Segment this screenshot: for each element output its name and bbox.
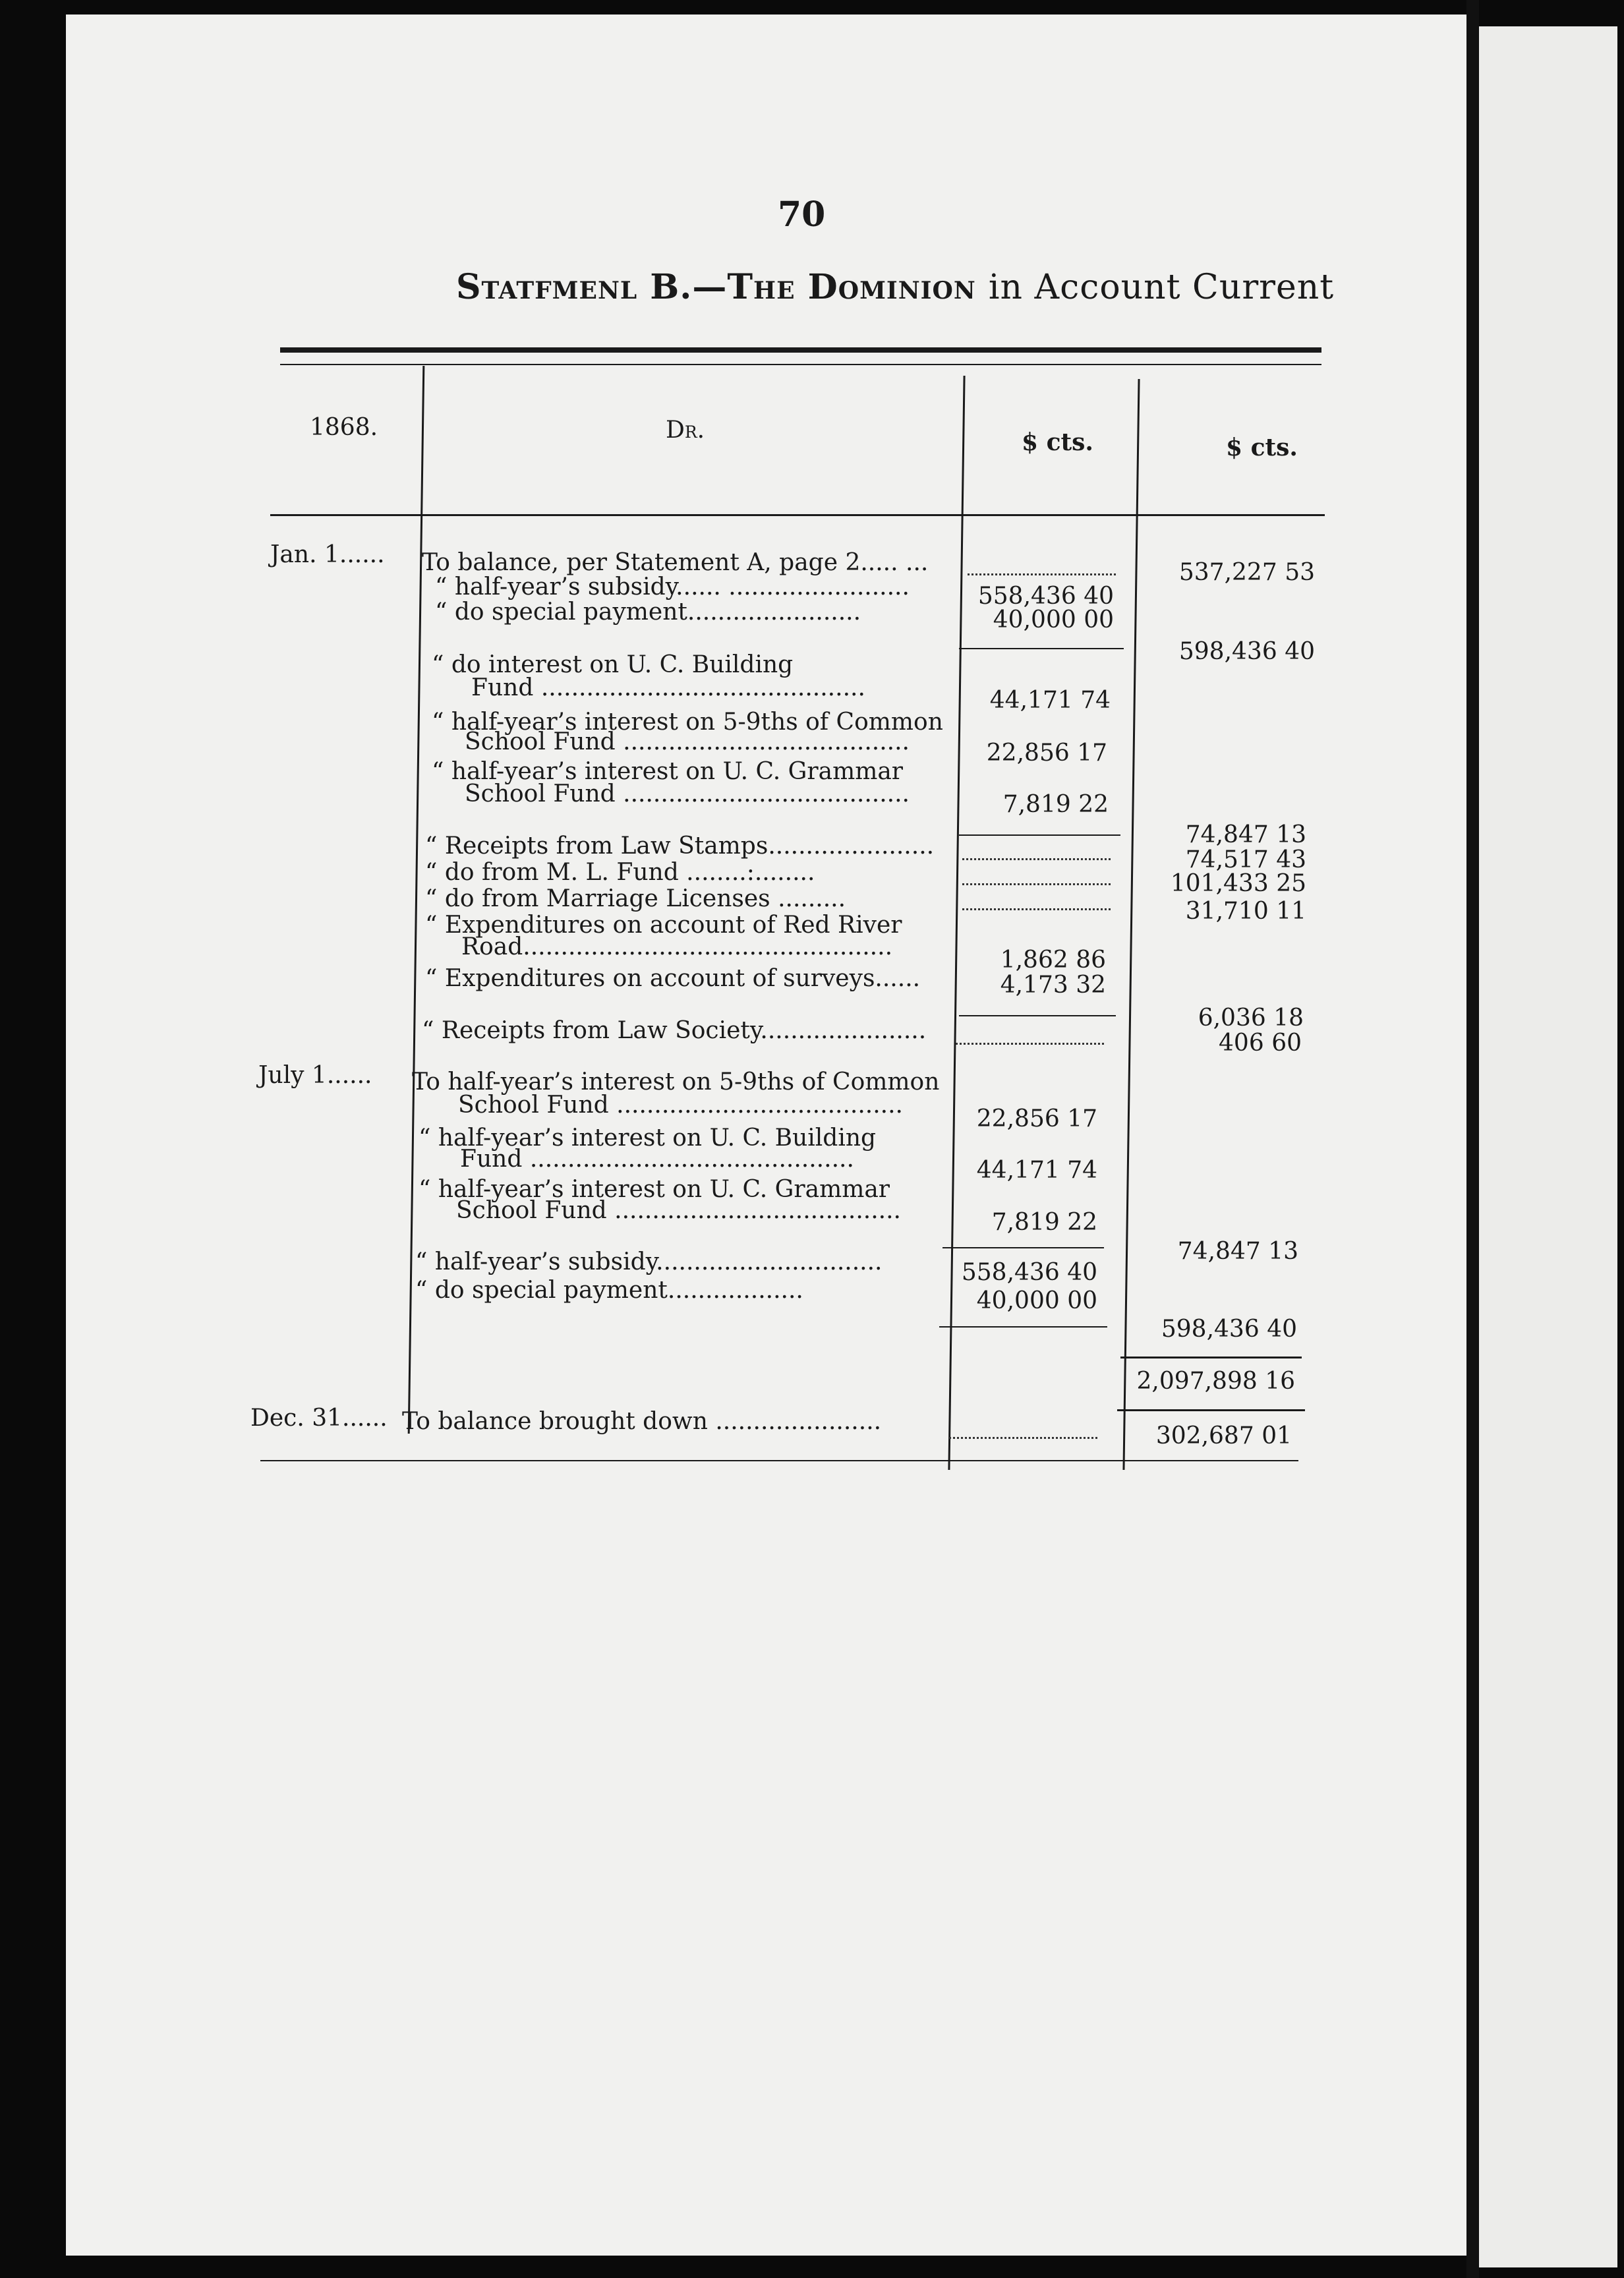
header-dollars-cents-2: $ cts. — [1226, 434, 1298, 461]
row-total-amount: 598,436 40 — [1161, 1316, 1297, 1343]
row-description: “ Receipts from Law Stamps...................... — [425, 832, 935, 860]
title-dash: — — [692, 267, 728, 307]
row-description: To half-year’s interest on 5-9ths of Common — [412, 1068, 940, 1095]
empty-amount-dots — [949, 1437, 1097, 1439]
row-total-amount: 74,847 13 — [1185, 821, 1306, 848]
book-spine-shadow — [1466, 0, 1479, 2278]
row-description: “ half-year’s subsidy.............................. — [415, 1248, 883, 1275]
empty-amount-dots — [962, 908, 1111, 910]
row-description: “ do special payment.................. — [415, 1277, 803, 1304]
row-total-amount: 74,517 43 — [1185, 846, 1306, 873]
row-amount: 40,000 00 — [976, 1287, 1097, 1314]
header-dr: Dr. — [666, 417, 705, 444]
row-description: “ Receipts from Law Society...................... — [422, 1017, 927, 1044]
row-description-cont: School Fund ...................................... — [465, 780, 910, 807]
header-dollars-cents-1: $ cts. — [1022, 428, 1093, 456]
row-amount: 558,436 40 — [977, 583, 1114, 610]
empty-amount-dots — [956, 1043, 1104, 1045]
row-description: To balance brought down ...................... — [402, 1408, 882, 1435]
page-number: 70 — [778, 194, 826, 235]
row-description: “ half-year’s interest on U. C. Building — [419, 1124, 877, 1152]
row-amount: 4,173 32 — [1000, 972, 1106, 999]
subtotal-rule — [942, 1247, 1104, 1248]
row-description: “ half-year’s interest on 5-9ths of Common — [432, 709, 943, 736]
header-top-rule-thin — [280, 364, 1321, 365]
facing-page-edge — [1479, 26, 1617, 2267]
header-year: 1868. — [310, 414, 378, 441]
row-amount: 1,862 86 — [1000, 947, 1106, 974]
row-description: “ do interest on U. C. Building — [432, 651, 794, 678]
grand-total-bottom-rule — [1117, 1409, 1305, 1411]
row-description: “ half-year’s interest on U. C. Grammar — [419, 1176, 890, 1203]
subtotal-rule — [959, 834, 1120, 836]
row-description: “ Expenditures on account of Red River — [425, 912, 902, 939]
header-bottom-rule — [270, 514, 1325, 516]
row-total-amount: 406 60 — [1219, 1030, 1302, 1057]
row-amount: 22,856 17 — [986, 740, 1107, 767]
row-description: To balance, per Statement A, page 2..... ... — [422, 549, 929, 576]
row-total-amount: 537,227 53 — [1178, 559, 1315, 586]
empty-amount-dots — [968, 573, 1116, 575]
row-amount: 558,436 40 — [961, 1259, 1097, 1286]
row-description: “ Expenditures on account of surveys...... — [425, 965, 921, 992]
row-amount: 22,856 17 — [976, 1105, 1097, 1132]
row-total-amount: 598,436 40 — [1178, 638, 1315, 665]
row-date: Dec. 31...... — [250, 1405, 388, 1432]
row-description-cont: School Fund ...................................... — [456, 1197, 901, 1224]
row-total-amount: 74,847 13 — [1177, 1238, 1298, 1265]
subtotal-rule — [959, 1015, 1116, 1016]
row-description-cont: School Fund ...................................... — [458, 1092, 903, 1119]
row-date: Jan. 1...... — [270, 541, 385, 568]
grand-total-amount: 2,097,898 16 — [1136, 1368, 1295, 1395]
header-top-rule — [280, 347, 1321, 353]
title-part1: Statfmenl B. — [456, 267, 693, 307]
row-total-amount: 6,036 18 — [1198, 1005, 1304, 1032]
row-amount: 7,819 22 — [991, 1209, 1097, 1236]
statement-title — [456, 267, 1334, 307]
row-description: “ half-year’s subsidy...... ........................ — [435, 573, 910, 600]
row-description: “ do from M. L. Fund ........:........ — [425, 859, 815, 886]
row-amount: 44,171 74 — [976, 1157, 1097, 1184]
row-description: “ do from Marriage Licenses ......... — [425, 885, 846, 912]
table-bottom-rule — [260, 1460, 1298, 1461]
row-total-amount: 101,433 25 — [1170, 870, 1306, 897]
row-amount: 44,171 74 — [989, 687, 1111, 714]
row-description: “ half-year’s interest on U. C. Grammar — [432, 758, 904, 785]
subtotal-rule — [939, 1326, 1107, 1328]
row-description-cont: School Fund ...................................... — [465, 728, 910, 755]
row-description-cont: Fund ........................................... — [460, 1146, 854, 1173]
row-total-amount: 31,710 11 — [1185, 898, 1306, 925]
title-part2: The Dominion — [727, 267, 976, 307]
empty-amount-dots — [962, 858, 1111, 860]
row-total-amount: 302,687 01 — [1155, 1422, 1292, 1449]
row-description: “ do special payment....................... — [435, 599, 861, 626]
empty-amount-dots — [962, 883, 1111, 885]
row-amount: 40,000 00 — [993, 606, 1114, 633]
grand-total-rule — [1120, 1357, 1302, 1358]
title-part3: in Account Current — [988, 268, 1335, 307]
subtotal-rule — [959, 648, 1124, 649]
row-description-cont: Road................................................. — [461, 933, 893, 960]
row-date: July 1...... — [258, 1062, 372, 1089]
row-description-cont: Fund ........................................... — [471, 674, 865, 701]
row-amount: 7,819 22 — [1002, 791, 1109, 818]
